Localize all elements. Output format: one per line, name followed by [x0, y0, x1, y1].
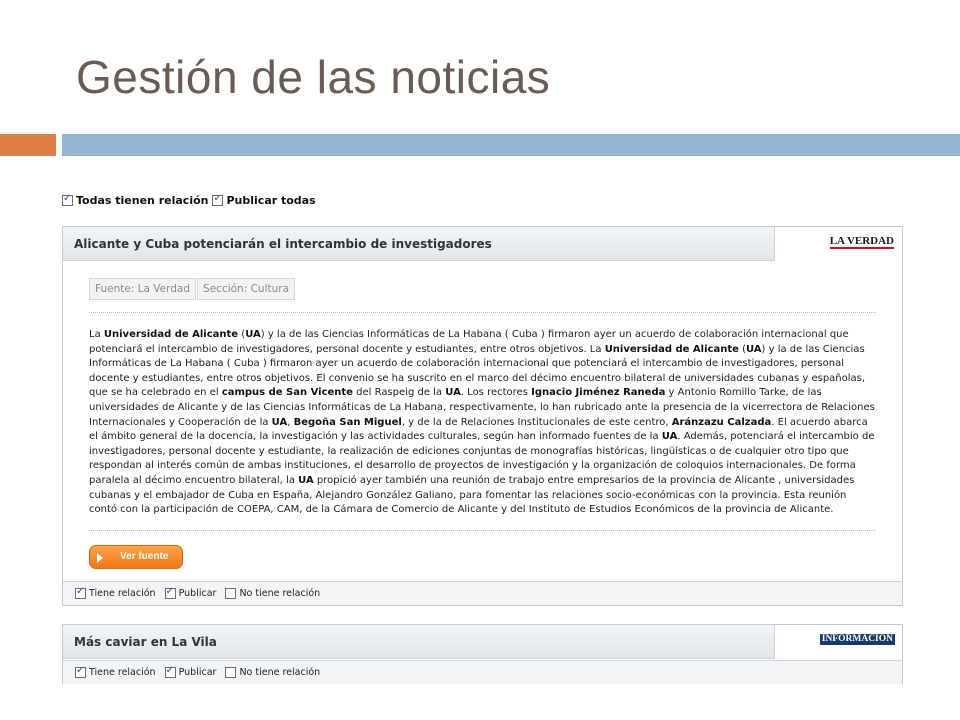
divider	[89, 530, 876, 531]
publish-all-label: Publicar todas	[226, 194, 316, 207]
news-article-text: La Universidad de Alicante (UA) y la de las Ciencias Informáticas de La Habana ( Cuba ) firmaron ayer un acuerdo de colaboración internacional que potenciará el intercambio de investigadores, personal docente y estudiantes, entre otros objetivos. La Universidad de Alicante (UA) y la de las Ciencias Informáticas de La Habana ( Cuba ) firmaron ayer un acuerdo de colaboración internacional que potenciará el intercambio de investigadores, personal docente y estudiantes, entre otros objetivos. El convenio se ha suscrito en el marco del décimo encuentro bilateral de universidades cubanas y españolas, que se ha celebrado en el campus de San Vicente del Raspeig de la UA. Los rectores Ignacio Jiménez Raneda y Antonio Romillo Tarke, de las universidades de Alicante y de las Ciencias Informáticas de La Habana, respectivamente, lo han rubricado ante la presencia de la vicerrectora de Relaciones Internacionales y Cooperación de la UA, Begoña San Miguel, y de la de Relaciones Institucionales de este centro, Aránzazu Calzada. El acuerdo abarca el ámbito general de la docencia, la investigación y las actividades culturales, según han informado fuentes de la UA. Además, potenciará el intercambio de investigadores, personal docente y estudiante, la realización de ediciones conjuntas de monografías históricas, lingüísticas o de cualquier otro tipo que respondan al interés común de ambas instituciones, el desarrollo de proyectos de investigación y la organización de coloquios internacionales. De forma paralela al décimo encuentro bilateral, la UA propició ayer también una reunión de trabajo entre empresarios de la provincia de Alicante , universidades cubanas y el embajador de Cuba en España, Alejandro González Galiano, para fomentar las relaciones socio-económicas con la provincia. Esta reunión contó con la participación de COEPA, CAM, de la Cámara de Comercio de Alicante y del Instituto de Estudios Económicos de la provincia de Alicante.	[89, 329, 875, 516]
news-card	[62, 624, 903, 684]
news-card	[62, 226, 903, 606]
publish-label: Publicar	[178, 667, 217, 678]
not-related-checkbox[interactable]	[225, 667, 236, 678]
news-card-body	[63, 261, 902, 531]
related-label: Tiene relación	[89, 667, 156, 678]
all-related-label: Todas tienen relación	[76, 194, 209, 207]
news-card-header	[63, 227, 902, 261]
related-checkbox[interactable]	[75, 588, 86, 599]
source-logo-box	[774, 625, 902, 659]
news-card-footer	[63, 581, 902, 605]
divider	[89, 312, 876, 313]
publish-checkbox[interactable]	[165, 667, 176, 678]
news-title[interactable]: Alicante y Cuba potenciarán el intercambio de investigadores	[74, 237, 492, 251]
not-related-label: No tiene relación	[239, 667, 321, 678]
view-source-button[interactable]	[89, 545, 183, 569]
news-title[interactable]: Más caviar en La Vila	[74, 635, 217, 649]
related-checkbox[interactable]	[75, 667, 86, 678]
publish-checkbox[interactable]	[165, 588, 176, 599]
accent-bar-orange	[0, 134, 56, 156]
source-logo-box	[774, 227, 902, 261]
accent-bar-blue	[62, 134, 960, 156]
meta-section: Sección: Cultura	[197, 278, 295, 300]
publish-all-checkbox[interactable]	[212, 195, 223, 206]
news-card-footer	[63, 660, 902, 684]
related-label: Tiene relación	[89, 588, 156, 599]
informacion-logo: INFORMACION	[821, 634, 893, 644]
global-options	[62, 194, 320, 207]
slide-title: Gestión de las noticias	[76, 51, 551, 103]
news-meta	[89, 278, 876, 300]
play-arrow-icon	[97, 553, 103, 563]
news-card-header	[63, 625, 902, 659]
not-related-label: No tiene relación	[239, 588, 321, 599]
not-related-checkbox[interactable]	[225, 588, 236, 599]
meta-source: Fuente: La Verdad	[89, 278, 196, 300]
publish-label: Publicar	[178, 588, 217, 599]
view-source-label: Ver fuente	[120, 551, 169, 562]
la-verdad-logo: LA VERDAD	[829, 235, 894, 247]
all-related-checkbox[interactable]	[62, 195, 73, 206]
